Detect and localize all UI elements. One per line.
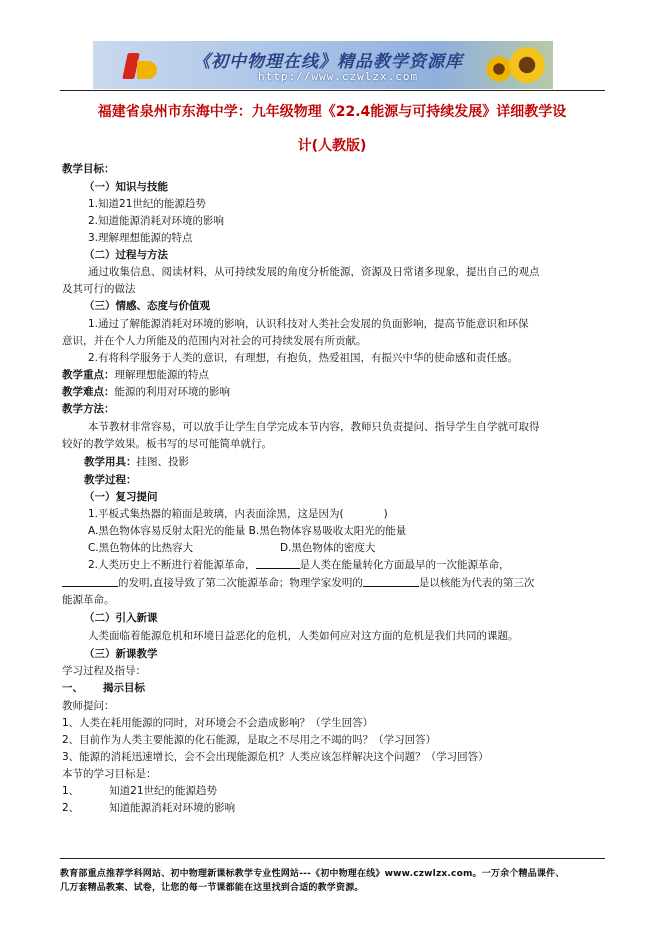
difficulty-line: [62, 385, 230, 399]
paragraph-line: 本节教材非常容易，可以放手让学生自学完成本节内容，教师只负责提问、指导学生自学就可取得: [88, 421, 540, 433]
subsection-heading: （三）新课教学: [84, 648, 158, 660]
key-point-line: [62, 368, 209, 382]
question-line: [62, 576, 534, 590]
paragraph-line: 1.通过了解能源消耗对环境的影响，认识科技对人类社会发展的负面影响，提高节能意识和环保: [88, 318, 529, 330]
paragraph-line: 2.有将科学服务于人类的意识，有理想，有抱负，热爱祖国，有振兴中华的使命感和责任感。: [88, 352, 519, 364]
list-item: 2、目前作为人类主要能源的化石能源，是取之不尽用之不竭的吗？（学习回答）: [62, 734, 437, 746]
list-text: 知道21世纪的能源趋势: [109, 785, 218, 797]
part-number: 一、: [62, 682, 83, 694]
list-item: 2.知道能源消耗对环境的影响: [88, 215, 225, 227]
list-item: [62, 801, 235, 815]
question-line: [88, 507, 388, 521]
tools-text: 挂图、投影: [136, 456, 189, 468]
subsection-heading: （二）过程与方法: [84, 249, 168, 261]
answer-blank: [256, 558, 300, 569]
subsection-heading: （一）知识与技能: [84, 181, 168, 193]
key-point-text: 理解理想能源的特点: [114, 369, 209, 381]
subsection-heading: （三）情感、态度与价值观: [84, 300, 210, 312]
question-text: 的发明,直接导致了第二次能源革命；物理学家发明的: [118, 577, 363, 589]
footer-line-2: 几万套精品教案、试卷，让您的每一节课都能在这里找到合适的教学资源。: [60, 883, 364, 893]
question-text: 2.人类历史上不断进行着能源革命，: [88, 559, 256, 571]
list-text: 知道能源消耗对环境的影响: [109, 802, 236, 814]
option-d: D.黑色物体的密度大: [280, 542, 376, 554]
site-logo-icon: [123, 47, 163, 85]
paragraph-line: 学习过程及指导：: [62, 665, 146, 677]
option-c: C.黑色物体的比热容大: [88, 542, 194, 554]
answer-blank: [62, 576, 118, 587]
part-title: 揭示目标: [103, 682, 145, 694]
paragraph-line: 本节的学习目标是：: [62, 768, 157, 780]
footer-divider: [60, 858, 605, 859]
tools-line: [84, 455, 189, 469]
paragraph-line: 及其可行的做法: [62, 283, 136, 295]
list-number: 1、: [62, 785, 80, 797]
list-item: 3、能源的消耗迅速增长，会不会出现能源危机？人类应该怎样解决这个问题？（学习回答）: [62, 751, 489, 763]
option-line: A.黑色物体容易反射太阳光的能量 B.黑色物体容易吸收太阳光的能量: [88, 525, 407, 537]
difficulty-label: 教学难点：: [62, 386, 115, 398]
paragraph-line: 意识，并在个人力所能及的范围内对社会的可持续发展有所贡献。: [62, 335, 367, 347]
paragraph-line: 较好的教学效果。板书写的尽可能简单就行。: [62, 438, 272, 450]
difficulty-text: 能源的利用对环境的影响: [114, 386, 230, 398]
question-text: 是以核能为代表的第三次: [418, 577, 535, 589]
section-heading: 教学目标：: [62, 163, 115, 175]
question-line: [88, 558, 510, 572]
key-point-label: 教学重点：: [62, 369, 115, 381]
doc-title-line-1: 福建省泉州市东海中学：九年级物理《22.4能源与可持续发展》详细教学设: [97, 104, 567, 120]
list-item: 3.理解理想能源的特点: [88, 232, 193, 244]
paragraph-line: 教师提问：: [62, 700, 115, 712]
subsection-heading: （二）引入新课: [84, 612, 158, 624]
question-text: 是人类在能量转化方面最早的一次能源革命，: [299, 559, 510, 571]
sunflower-icon: [507, 45, 547, 85]
banner-url: http://www.czwlzx.com: [258, 70, 419, 83]
doc-title-line-2: 计(人教版): [297, 138, 367, 154]
tools-label: 教学用具：: [84, 456, 137, 468]
header-banner: [93, 41, 553, 89]
list-item: [62, 784, 217, 798]
answer-blank: [363, 576, 419, 587]
section-heading: 教学方法：: [62, 403, 115, 415]
question-paren: ): [383, 508, 388, 520]
part-heading: [62, 681, 145, 695]
section-heading: 教学过程：: [84, 474, 137, 486]
footer-line-1: 教育部重点推荐学科网站、初中物理新课标教学专业性网站---《初中物理在线》www.czwlzx.com。一万余个精品课件、: [60, 869, 565, 879]
list-item: 1.知道21世纪的能源趋势: [88, 198, 206, 210]
paragraph-line: 能源革命。: [62, 594, 115, 606]
list-number: 2、: [62, 802, 80, 814]
banner-title: 《初中物理在线》精品教学资源库: [193, 52, 463, 72]
paragraph-line: 人类面临着能源危机和环境日益恶化的危机，人类如何应对这方面的危机是我们共同的课题。: [88, 630, 519, 642]
paragraph-line: 通过收集信息、阅读材料，从可持续发展的角度分析能源，资源及日常诸多现象，提出自己的观点: [88, 266, 540, 278]
list-item: 1、人类在耗用能源的同时，对环境会不会造成影响？（学生回答）: [62, 717, 374, 729]
subsection-heading: （一）复习提问: [84, 491, 158, 503]
question-text: 1.平板式集热器的箱面是玻璃，内表面涂黑，这是因为(: [88, 508, 344, 520]
header-divider: [60, 90, 605, 91]
